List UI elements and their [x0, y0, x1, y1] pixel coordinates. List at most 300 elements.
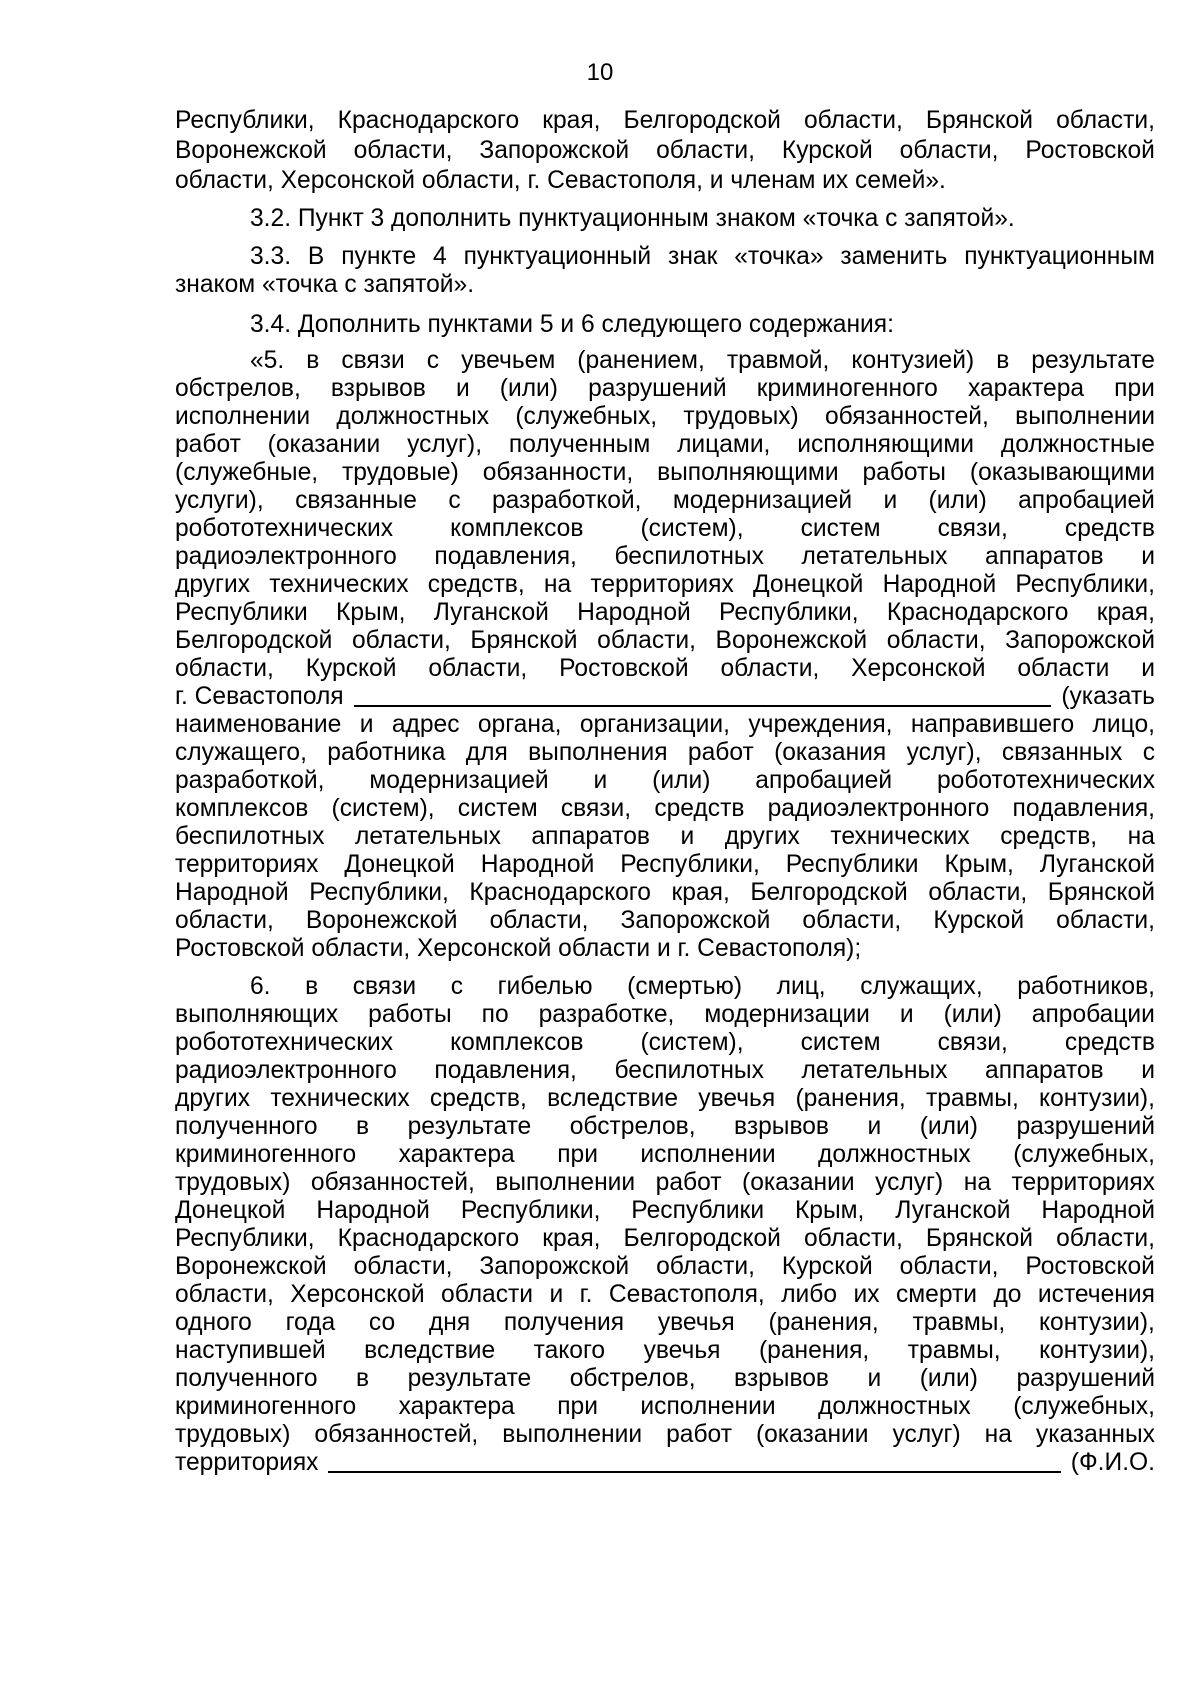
- word: подавления,: [434, 1057, 577, 1084]
- word: вследствие: [364, 1337, 496, 1364]
- word: технических: [270, 1085, 410, 1112]
- word: связанные: [295, 487, 417, 514]
- word: области,: [1056, 107, 1155, 134]
- word: и: [867, 1113, 882, 1140]
- word: области,: [351, 627, 451, 654]
- word: Белгородской: [750, 879, 908, 906]
- word: комплексов: [450, 515, 584, 542]
- word: области,: [656, 137, 755, 164]
- word: Запорожской: [620, 907, 771, 934]
- word: модернизацией: [672, 487, 853, 514]
- word: (оказывающими: [969, 459, 1155, 486]
- text-line: [175, 570, 1155, 600]
- word: трудовых): [175, 1169, 291, 1196]
- word: Народной: [316, 1197, 430, 1224]
- text-line: [175, 906, 1155, 936]
- word: Крым,: [944, 851, 1014, 878]
- word: беспилотных: [175, 823, 325, 850]
- word: модернизации: [704, 1001, 870, 1028]
- word: Народной: [577, 599, 691, 626]
- word: пунктуационный: [463, 243, 652, 270]
- word: услуг),: [906, 739, 982, 766]
- word: связи,: [560, 795, 632, 822]
- word: (или): [499, 375, 558, 402]
- word: разрушений: [1016, 1113, 1155, 1140]
- word: робототехнических: [175, 515, 394, 542]
- word: Краснодарского: [337, 107, 520, 134]
- word: Республики,: [719, 599, 859, 626]
- text-line: [175, 654, 1155, 684]
- word: Луганской: [1039, 851, 1155, 878]
- word: средств,: [1000, 823, 1098, 850]
- word: Республики,: [175, 107, 315, 134]
- word: и: [680, 823, 695, 850]
- word: апробацией: [1018, 487, 1155, 514]
- word: беспилотных: [614, 1057, 764, 1084]
- text-line: [175, 1168, 1155, 1198]
- word: исполняющими: [797, 431, 975, 458]
- word: услуг): [892, 1421, 961, 1448]
- word: до: [993, 1281, 1022, 1308]
- word: характера: [398, 1141, 515, 1168]
- word: Краснодарского: [886, 599, 1069, 626]
- word: связи,: [937, 515, 1008, 542]
- word: Ростовской: [1025, 1253, 1155, 1280]
- text-line: [175, 542, 1155, 572]
- word: (систем),: [640, 515, 744, 542]
- word: должностных: [336, 403, 490, 430]
- word: Брянской: [925, 1225, 1034, 1252]
- word: одного: [175, 1309, 252, 1336]
- word: обстрелов,: [175, 375, 301, 402]
- word: взрывов: [330, 375, 426, 402]
- word: (ранения,: [758, 1337, 870, 1364]
- word: территориях: [175, 851, 319, 878]
- word: криминогенного: [756, 375, 938, 402]
- word: г.: [579, 1281, 593, 1308]
- word: увечья: [698, 1085, 776, 1112]
- word: лиц,: [776, 973, 826, 1000]
- word: Республики,: [1015, 571, 1155, 598]
- word: Республики,: [309, 879, 449, 906]
- word: служащих,: [860, 973, 983, 1000]
- word: комплексов: [175, 795, 309, 822]
- word: характера: [967, 375, 1085, 402]
- text-line: [175, 1280, 1155, 1310]
- blank-field-label: г. Севастополя: [175, 683, 344, 710]
- word: и: [1141, 1057, 1155, 1084]
- word: со: [368, 1309, 396, 1336]
- word: технических: [830, 823, 970, 850]
- text-line: 3.4. Дополнить пунктами 5 и 6 следующего содержания:: [250, 311, 894, 338]
- word: (или): [652, 767, 711, 794]
- word: и: [883, 487, 898, 514]
- word: такого: [533, 1337, 606, 1364]
- word: услуг),: [407, 431, 483, 458]
- word: разработкой,: [491, 487, 642, 514]
- word: области,: [656, 1253, 755, 1280]
- word: результате: [407, 1113, 532, 1140]
- word: других: [175, 571, 251, 598]
- word: систем: [800, 1029, 881, 1056]
- text-line: 3.2. Пункт 3 дополнить пунктуационным знаком «точка с запятой».: [250, 205, 1015, 232]
- word: пунктуационным: [964, 243, 1155, 270]
- text-line: [175, 1448, 1155, 1478]
- word: Крым,: [336, 599, 406, 626]
- word: смерти: [895, 1281, 977, 1308]
- word: робототехнических: [175, 1029, 394, 1056]
- word: области,: [899, 1253, 999, 1280]
- word: исполнении: [175, 403, 311, 430]
- word: вследствие: [547, 1085, 679, 1112]
- page-number: 10: [586, 59, 614, 86]
- word: области: [441, 1281, 534, 1308]
- word: года: [285, 1309, 336, 1336]
- word: и: [455, 375, 470, 402]
- word: полученным: [508, 431, 651, 458]
- word: (оказания: [774, 739, 887, 766]
- word: Республики: [631, 1197, 765, 1224]
- word: (или): [928, 487, 987, 514]
- word: истечения: [1037, 1281, 1155, 1308]
- text-line: знаком «точка с запятой».: [175, 271, 475, 298]
- word: робототехнических: [936, 767, 1155, 794]
- word: травмой,: [726, 347, 830, 374]
- text-line: [175, 402, 1155, 432]
- blank-field-suffix: (указать: [1061, 683, 1155, 710]
- word: учреждения,: [748, 711, 893, 738]
- blank-field-underline: [354, 705, 1052, 707]
- word: лицами,: [677, 431, 771, 458]
- word: Запорожской: [1005, 627, 1155, 654]
- word: комплексов: [450, 1029, 584, 1056]
- word: области,: [928, 879, 1028, 906]
- blank-field-suffix: (Ф.И.О.: [1070, 1449, 1155, 1476]
- word: области,: [720, 655, 820, 682]
- word: при: [557, 1393, 598, 1420]
- word: органа,: [477, 711, 562, 738]
- word: подавления,: [434, 543, 577, 570]
- word: Донецкой: [344, 851, 455, 878]
- word: Народной: [882, 571, 997, 598]
- word: (ранения,: [795, 1085, 906, 1112]
- word: связи: [352, 973, 417, 1000]
- word: Луганской: [895, 1197, 1011, 1224]
- text-line: [175, 514, 1155, 544]
- word: Республики,: [460, 1197, 601, 1224]
- word: края,: [542, 107, 601, 134]
- word: области: [1017, 655, 1110, 682]
- word: (или): [919, 1113, 978, 1140]
- word: (оказании: [755, 1421, 869, 1448]
- word: характера: [398, 1393, 515, 1420]
- word: контузии),: [1039, 1085, 1155, 1112]
- word: Брянской: [925, 107, 1034, 134]
- word: должностных: [818, 1141, 971, 1168]
- word: (оказании: [267, 431, 381, 458]
- word: их: [853, 1281, 880, 1308]
- word: с: [1142, 739, 1155, 766]
- word: систем: [800, 515, 881, 542]
- word: технических: [269, 571, 409, 598]
- word: области,: [802, 907, 902, 934]
- word: (ранения,: [768, 1309, 879, 1336]
- word: области,: [428, 655, 528, 682]
- word: при: [1114, 375, 1155, 402]
- word: и: [359, 711, 374, 738]
- text-line: [175, 738, 1155, 768]
- word: радиоэлектронного: [767, 795, 990, 822]
- word: обязанностей,: [314, 1421, 479, 1448]
- word: выполнения: [528, 739, 668, 766]
- text-line: [175, 850, 1155, 880]
- word: (служебных,: [515, 403, 658, 430]
- word: адрес: [391, 711, 460, 738]
- word: области,: [899, 137, 999, 164]
- word: результате: [1031, 347, 1155, 374]
- word: Воронежской: [715, 627, 868, 654]
- word: апробацией: [755, 767, 893, 794]
- text-line: [175, 1224, 1155, 1254]
- word: Херсонской: [851, 655, 986, 682]
- word: работника: [327, 739, 446, 766]
- word: модернизацией: [369, 767, 549, 794]
- word: (или): [943, 1001, 1002, 1028]
- text-line: [175, 458, 1155, 488]
- word: либо: [781, 1281, 838, 1308]
- word: средств,: [429, 1085, 527, 1112]
- word: средств: [1064, 1029, 1155, 1056]
- word: области,: [489, 907, 589, 934]
- word: должностных: [818, 1393, 971, 1420]
- word: трудовых): [683, 403, 799, 430]
- text-line: [175, 1140, 1155, 1170]
- word: с: [448, 487, 461, 514]
- text-line: [175, 1028, 1155, 1058]
- word: области,: [175, 1281, 274, 1308]
- word: работ: [666, 1421, 732, 1448]
- word: травмы,: [925, 1085, 1019, 1112]
- word: «5.: [250, 347, 285, 374]
- word: края,: [542, 1225, 601, 1252]
- word: края,: [671, 879, 730, 906]
- word: и: [899, 1001, 914, 1028]
- word: результате: [407, 1365, 532, 1392]
- word: (служебных,: [1013, 1141, 1155, 1168]
- text-line: [250, 972, 1155, 1002]
- text-line: [175, 1308, 1155, 1338]
- word: Республики,: [175, 1225, 315, 1252]
- word: Белгородской: [623, 107, 781, 134]
- word: трудовых): [175, 1421, 291, 1448]
- word: области,: [886, 627, 986, 654]
- word: получения: [503, 1309, 625, 1336]
- word: (служебных,: [1013, 1393, 1155, 1420]
- word: края,: [1096, 599, 1155, 626]
- word: Донецкой: [175, 1197, 286, 1224]
- word: Воронежской: [175, 1253, 327, 1280]
- text-line: [250, 242, 1155, 272]
- word: для: [465, 739, 508, 766]
- word: летательных: [801, 1057, 948, 1084]
- word: направившего: [910, 711, 1075, 738]
- word: в: [356, 1113, 370, 1140]
- word: на: [543, 571, 572, 598]
- word: взрывов: [734, 1113, 829, 1140]
- word: летательных: [354, 823, 501, 850]
- text-line: [175, 1056, 1155, 1086]
- word: апробации: [1031, 1001, 1155, 1028]
- word: связи: [341, 347, 405, 374]
- word: систем: [457, 795, 538, 822]
- word: полученного: [175, 1113, 318, 1140]
- text-line: [175, 1000, 1155, 1030]
- word: и: [1141, 655, 1155, 682]
- word: разработкой,: [175, 767, 325, 794]
- word: (или): [919, 1365, 978, 1392]
- text-line: [175, 1392, 1155, 1422]
- word: наименование: [175, 711, 342, 738]
- word: выполнении: [502, 1421, 643, 1448]
- word: 6.: [250, 973, 271, 1000]
- word: области,: [1056, 1225, 1155, 1252]
- word: работы: [368, 1001, 452, 1028]
- word: травмы,: [907, 1337, 1001, 1364]
- word: пункте: [341, 243, 417, 270]
- word: Курской: [781, 1253, 873, 1280]
- word: контузии),: [1038, 1309, 1155, 1336]
- word: на: [963, 1169, 991, 1196]
- word: взрывов: [734, 1365, 829, 1392]
- word: выполнении: [1015, 403, 1155, 430]
- word: увечья: [643, 1337, 721, 1364]
- text-line: [175, 1112, 1155, 1142]
- word: Воронежской: [175, 137, 327, 164]
- text-line: [175, 374, 1155, 404]
- text-line: [175, 1364, 1155, 1394]
- word: Брянской: [470, 627, 578, 654]
- word: средств,: [427, 571, 525, 598]
- word: Курской: [305, 655, 397, 682]
- word: гибелью: [497, 973, 593, 1000]
- word: (систем),: [640, 1029, 744, 1056]
- word: области,: [353, 137, 453, 164]
- text-line: [175, 486, 1155, 516]
- blank-field-underline: [328, 1471, 1060, 1473]
- word: контузией): [851, 347, 975, 374]
- word: летательных: [801, 543, 948, 570]
- text-line: [175, 1252, 1155, 1282]
- word: беспилотных: [614, 543, 764, 570]
- word: работ: [655, 1169, 722, 1196]
- word: работников,: [1017, 973, 1155, 1000]
- word: средств: [1064, 515, 1155, 542]
- word: подавления,: [1012, 795, 1155, 822]
- text-line: [175, 794, 1155, 824]
- word: Республики: [785, 851, 919, 878]
- text-line: [175, 766, 1155, 796]
- word: Севастополя,: [608, 1281, 765, 1308]
- word: Воронежской: [305, 907, 458, 934]
- word: знак: [668, 243, 718, 270]
- word: Ростовской: [559, 655, 689, 682]
- word: выполняющими: [657, 459, 839, 486]
- word: с: [450, 973, 463, 1000]
- word: радиоэлектронного: [175, 1057, 397, 1084]
- word: аппаратов: [985, 1057, 1104, 1084]
- word: услуги),: [175, 487, 264, 514]
- word: исполнении: [640, 1141, 776, 1168]
- word: других: [724, 823, 800, 850]
- text-line: [175, 1084, 1155, 1114]
- text-line: [250, 346, 1155, 376]
- word: увечьем: [461, 347, 556, 374]
- text-line: [175, 136, 1155, 166]
- word: (служебные,: [175, 459, 319, 486]
- word: работы: [862, 459, 946, 486]
- text-line: [175, 1336, 1155, 1366]
- word: указанных: [1035, 1421, 1155, 1448]
- word: работ: [687, 739, 754, 766]
- word: услуг): [875, 1169, 944, 1196]
- word: наступившей: [175, 1337, 326, 1364]
- word: и: [549, 1281, 564, 1308]
- word: Белгородской: [623, 1225, 781, 1252]
- word: области,: [175, 655, 274, 682]
- word: в: [996, 347, 1010, 374]
- word: должностные: [1000, 431, 1155, 458]
- word: связанных: [1001, 739, 1123, 766]
- text-line: [175, 682, 1155, 712]
- word: Народной: [1041, 1197, 1155, 1224]
- word: выполнении: [495, 1169, 636, 1196]
- word: территориях: [590, 571, 734, 598]
- word: обязанностей,: [310, 1169, 475, 1196]
- text-line: [175, 822, 1155, 852]
- word: травмы,: [912, 1309, 1006, 1336]
- word: (смертью): [627, 973, 743, 1000]
- word: криминогенного: [175, 1393, 357, 1420]
- word: Запорожской: [479, 1253, 630, 1280]
- word: «точка»: [734, 243, 824, 270]
- word: 4: [433, 243, 447, 270]
- word: области,: [803, 1225, 903, 1252]
- word: (систем),: [331, 795, 435, 822]
- word: (оказании: [742, 1169, 855, 1196]
- word: территориях: [1011, 1169, 1155, 1196]
- word: области,: [353, 1253, 453, 1280]
- word: работ: [175, 431, 241, 458]
- word: связи,: [937, 1029, 1008, 1056]
- word: обстрелов,: [569, 1365, 696, 1392]
- word: других: [175, 1085, 251, 1112]
- word: (ранением,: [577, 347, 705, 374]
- word: по: [481, 1001, 509, 1028]
- word: служащего,: [175, 739, 307, 766]
- blank-field-label: территориях: [175, 1449, 319, 1476]
- text-line: [175, 106, 1155, 136]
- word: области,: [1056, 907, 1155, 934]
- word: Брянской: [1047, 879, 1155, 906]
- word: Краснодарского: [337, 1225, 520, 1252]
- word: в: [305, 973, 319, 1000]
- word: в: [356, 1365, 370, 1392]
- word: обязанности,: [482, 459, 634, 486]
- word: области,: [175, 907, 274, 934]
- word: области,: [803, 107, 903, 134]
- word: заменить: [840, 243, 948, 270]
- word: Запорожской: [479, 137, 630, 164]
